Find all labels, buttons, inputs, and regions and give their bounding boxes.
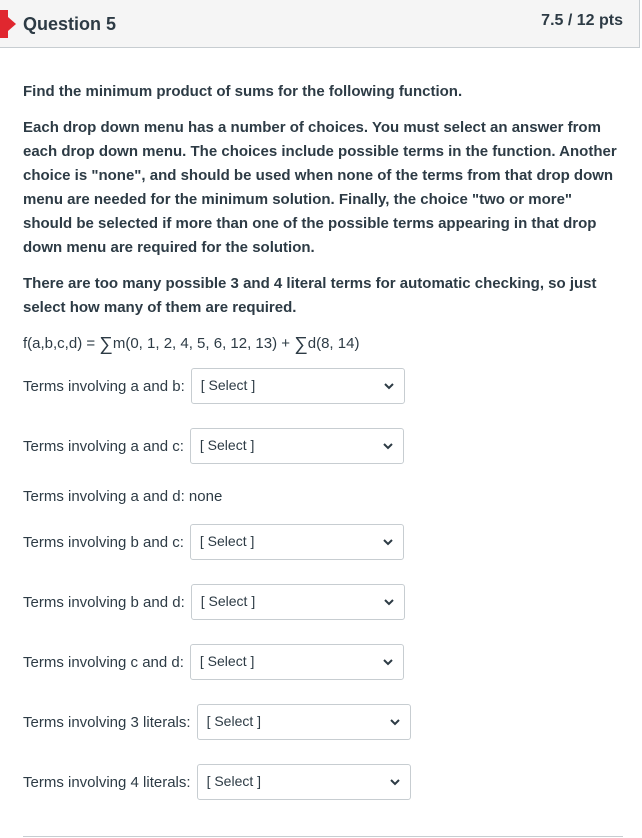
sigma-icon: ∑	[294, 334, 308, 355]
row-label: Terms involving 4 literals:	[23, 773, 191, 791]
chevron-down-icon	[388, 715, 402, 729]
question-text	[23, 80, 623, 357]
chevron-down-icon	[382, 379, 396, 393]
formula-prefix: f(a,b,c,d) =	[23, 335, 100, 352]
row-label: Terms involving a and b:	[23, 377, 185, 395]
instruction-1: Find the minimum product of sums for the following function.	[23, 83, 463, 100]
select-3-literals[interactable]	[197, 704, 411, 740]
row-label: Terms involving c and d:	[23, 653, 184, 671]
select-c-d[interactable]	[190, 644, 404, 680]
row-4-literals	[23, 764, 411, 800]
row-label: Terms involving b and d:	[23, 593, 185, 611]
row-b-d	[23, 584, 405, 620]
chevron-down-icon	[381, 535, 395, 549]
instruction-3: There are too many possible 3 and 4 literal terms for automatic checking, so just select how many of them are required.	[23, 275, 597, 316]
select-4-literals[interactable]	[197, 764, 411, 800]
row-a-b	[23, 368, 405, 404]
row-b-c	[23, 524, 404, 560]
select-a-b[interactable]	[191, 368, 405, 404]
chevron-down-icon	[382, 595, 396, 609]
question-title: Question 5	[23, 14, 117, 34]
row-c-d	[23, 644, 404, 680]
row-label: Terms involving a and c:	[23, 437, 184, 455]
select-value: [ Select ]	[200, 377, 256, 393]
row-label: Terms involving 3 literals:	[23, 713, 191, 731]
instruction-2: Each drop down menu has a number of choices. You must select an answer from each drop down menu. The choices include possible terms in the function. Another choice is "none", and should be used when none of the terms from that drop down menu are needed for the minimum solution. Finally, the choice "two or more" should be selected if more than one of the possible terms appearing in that drop down menu are required for the solution.	[23, 119, 617, 256]
row-label: Terms involving a and d: none	[23, 488, 223, 505]
chevron-down-icon	[388, 775, 402, 789]
minterms: m(0, 1, 2, 4, 5, 6, 12, 13) +	[112, 335, 295, 352]
row-3-literals	[23, 704, 411, 740]
select-value: [ Select ]	[206, 773, 262, 789]
row-label: Terms involving b and c:	[23, 533, 184, 551]
select-b-c[interactable]	[190, 524, 404, 560]
select-value: [ Select ]	[200, 593, 256, 609]
question-points: 7.5 / 12 pts	[541, 12, 623, 29]
dontcares: d(8, 14)	[307, 335, 360, 352]
sigma-icon: ∑	[99, 334, 113, 355]
chevron-down-icon	[381, 655, 395, 669]
function-formula	[23, 332, 623, 357]
flag-icon-tip[interactable]	[0, 10, 16, 38]
select-b-d[interactable]	[191, 584, 405, 620]
chevron-down-icon	[381, 439, 395, 453]
divider	[23, 836, 623, 837]
question-header	[0, 0, 640, 48]
select-value: [ Select ]	[199, 437, 255, 453]
select-value: [ Select ]	[199, 653, 255, 669]
select-a-c[interactable]	[190, 428, 404, 464]
select-value: [ Select ]	[206, 713, 262, 729]
row-a-d	[23, 488, 228, 505]
select-value: [ Select ]	[199, 533, 255, 549]
row-a-c	[23, 428, 404, 464]
